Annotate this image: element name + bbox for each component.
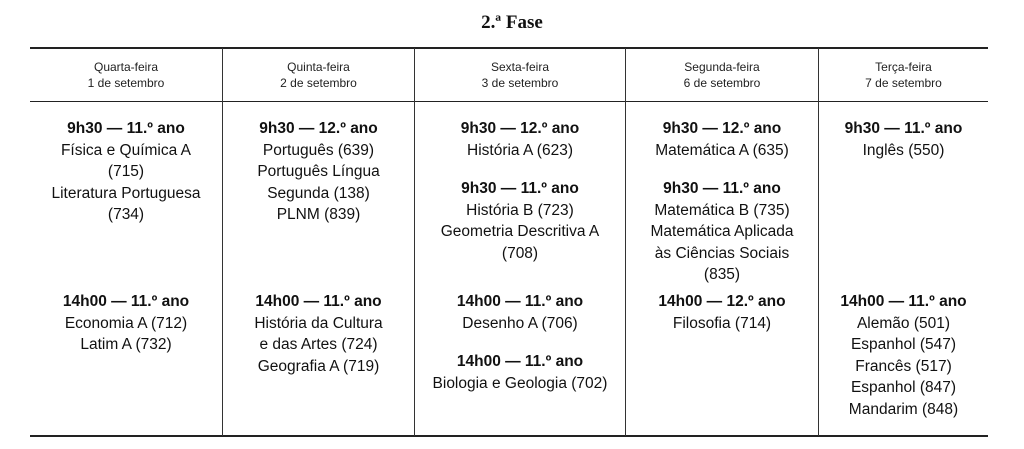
exam-session (30, 291, 222, 356)
exam-subject-line: (835) (703, 266, 741, 283)
exam-session (223, 291, 414, 377)
date-label: 2 de setembro (280, 76, 357, 90)
session-time-heading: 14h00 — 12.º ano (658, 293, 786, 310)
exam-session (30, 118, 222, 226)
exam-session (415, 178, 625, 264)
session-time-heading: 9h30 — 12.º ano (460, 120, 580, 137)
exam-subject-line: História B (723) (466, 201, 574, 219)
column-header (30, 59, 222, 91)
exam-session (415, 291, 625, 334)
column-header (415, 59, 625, 91)
exam-subject-line: às Ciências Sociais (654, 244, 790, 262)
date-label: 6 de setembro (683, 76, 761, 90)
day-column (223, 48, 414, 436)
exam-session (223, 118, 414, 226)
exam-subject-line: Segunda (138) (267, 184, 370, 202)
exam-subject-line: Matemática Aplicada (650, 223, 794, 240)
exam-subject-line: Latim A (732) (80, 336, 172, 353)
exam-subject-line: Espanhol (547) (850, 336, 957, 353)
date-label: 3 de setembro (481, 76, 559, 90)
exam-subject-line: Filosofia (714) (672, 314, 772, 332)
exam-subject-line: Biologia e Geologia (702) (432, 374, 608, 392)
exam-subject-line: Economia A (712) (64, 314, 188, 332)
exam-subject-line: (734) (107, 206, 145, 223)
session-time-heading: 14h00 — 11.º ano (456, 353, 584, 370)
exam-subject-line: (715) (107, 163, 145, 180)
day-column (819, 48, 988, 436)
exam-session (626, 178, 818, 286)
day-column (30, 48, 222, 436)
session-time-heading: 9h30 — 12.º ano (259, 120, 378, 137)
exam-subject-line: Geografia A (719) (257, 357, 380, 375)
date-label: 7 de setembro (865, 76, 942, 90)
exam-subject-line: Inglês (550) (862, 141, 945, 159)
exam-subject-line: História da Cultura (254, 314, 383, 332)
date-label: 1 de setembro (87, 76, 165, 90)
weekday-label: Quinta-feira (287, 60, 350, 74)
exam-subject-line: Matemática A (635) (655, 141, 789, 159)
exam-session (415, 118, 625, 161)
column-header (819, 59, 988, 91)
session-time-heading: 14h00 — 11.º ano (255, 293, 382, 310)
exam-subject-line: Mandarim (848) (848, 400, 959, 418)
column-header (223, 59, 414, 91)
exam-subject-line: Matemática B (735) (654, 201, 790, 219)
session-time-heading: 14h00 — 11.º ano (840, 293, 967, 310)
weekday-label: Segunda-feira (684, 60, 760, 74)
exam-subject-line: Espanhol (847) (850, 379, 957, 396)
exam-subject-line: Alemão (501) (856, 314, 951, 332)
exam-subject-line: Português Língua (257, 163, 380, 180)
exam-subject-line: PLNM (839) (276, 206, 361, 223)
weekday-label: Terça-feira (875, 60, 932, 74)
exam-subject-line: Literatura Portuguesa (51, 184, 201, 202)
exam-session (415, 351, 625, 394)
exam-subject-line: Desenho A (706) (462, 314, 578, 332)
weekday-label: Quarta-feira (93, 60, 159, 74)
exam-session (819, 291, 988, 420)
session-time-heading: 9h30 — 11.º ano (461, 180, 579, 197)
exam-subject-line: Geometria Descritiva A (440, 223, 600, 240)
session-time-heading: 9h30 — 11.º ano (844, 120, 963, 137)
exam-session (819, 118, 988, 161)
column-header (626, 59, 818, 91)
exam-session (626, 118, 818, 161)
day-column (626, 48, 818, 436)
exam-subject-line: (708) (501, 244, 539, 262)
weekday-label: Sexta-feira (490, 60, 550, 74)
exam-subject-line: Francês (517) (855, 357, 952, 375)
day-column (415, 48, 625, 436)
session-time-heading: 14h00 — 11.º ano (62, 293, 190, 310)
exam-subject-line: e das Artes (724) (259, 336, 378, 353)
session-time-heading: 14h00 — 11.º ano (456, 293, 584, 310)
exam-subject-line: Português (639) (262, 141, 375, 159)
exam-session (626, 291, 818, 334)
exam-subject-line: Física e Química A (60, 141, 192, 159)
exam-subject-line: História A (623) (467, 141, 573, 159)
session-time-heading: 9h30 — 11.º ano (663, 180, 781, 197)
session-time-heading: 9h30 — 12.º ano (662, 120, 782, 137)
session-time-heading: 9h30 — 11.º ano (67, 120, 185, 137)
page-title: 2.ª Fase (481, 12, 543, 33)
